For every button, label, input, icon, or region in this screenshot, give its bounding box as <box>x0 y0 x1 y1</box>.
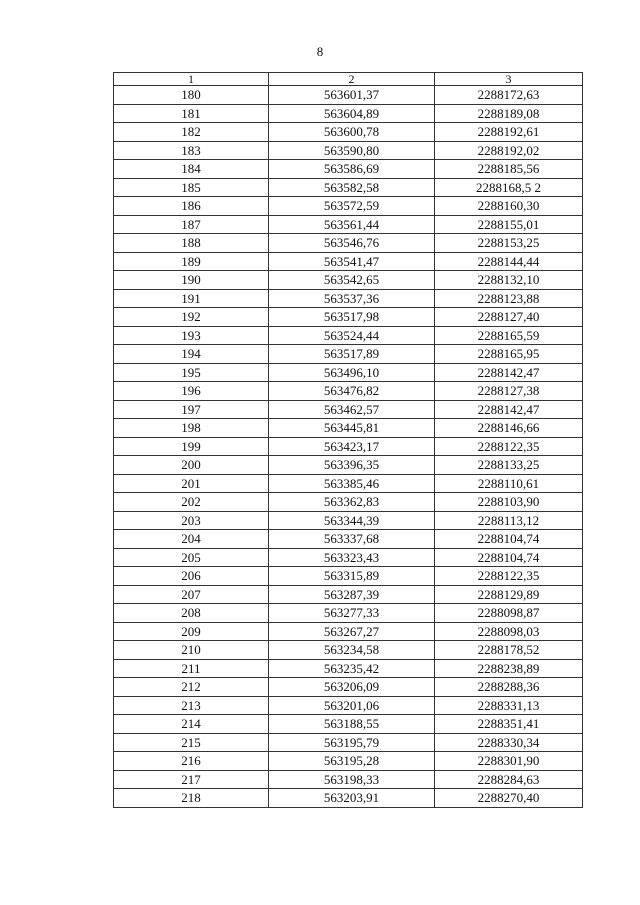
cell-y-coordinate: 2288127,38 <box>435 382 583 401</box>
cell-point-number: 204 <box>114 530 269 549</box>
table-row <box>114 752 583 771</box>
cell-point-number: 193 <box>114 326 269 345</box>
cell-point-number: 188 <box>114 234 269 253</box>
cell-x-coordinate: 563601,37 <box>269 86 435 105</box>
table-row <box>114 530 583 549</box>
table-row <box>114 382 583 401</box>
cell-y-coordinate: 2288142,47 <box>435 363 583 382</box>
cell-point-number: 213 <box>114 696 269 715</box>
cell-point-number: 196 <box>114 382 269 401</box>
cell-y-coordinate: 2288331,13 <box>435 696 583 715</box>
cell-x-coordinate: 563524,44 <box>269 326 435 345</box>
cell-x-coordinate: 563362,83 <box>269 493 435 512</box>
cell-y-coordinate: 2288123,88 <box>435 289 583 308</box>
cell-point-number: 195 <box>114 363 269 382</box>
cell-point-number: 208 <box>114 604 269 623</box>
table-row <box>114 659 583 678</box>
table-row <box>114 363 583 382</box>
table-row <box>114 715 583 734</box>
cell-y-coordinate: 2288142,47 <box>435 400 583 419</box>
cell-y-coordinate: 2288172,63 <box>435 86 583 105</box>
cell-point-number: 184 <box>114 160 269 179</box>
cell-y-coordinate: 2288165,59 <box>435 326 583 345</box>
cell-y-coordinate: 2288129,89 <box>435 585 583 604</box>
cell-point-number: 181 <box>114 104 269 123</box>
cell-y-coordinate: 2288192,61 <box>435 123 583 142</box>
table-row <box>114 419 583 438</box>
table-row <box>114 733 583 752</box>
coordinates-table <box>113 72 583 808</box>
cell-point-number: 209 <box>114 622 269 641</box>
cell-point-number: 217 <box>114 770 269 789</box>
column-header-point: 1 <box>114 73 269 86</box>
table-row <box>114 141 583 160</box>
cell-y-coordinate: 2288103,90 <box>435 493 583 512</box>
cell-point-number: 194 <box>114 345 269 364</box>
cell-x-coordinate: 563234,58 <box>269 641 435 660</box>
table-row <box>114 789 583 808</box>
cell-y-coordinate: 2288098,03 <box>435 622 583 641</box>
cell-point-number: 183 <box>114 141 269 160</box>
column-header-x: 2 <box>269 73 435 86</box>
table-row <box>114 437 583 456</box>
cell-y-coordinate: 2288301,90 <box>435 752 583 771</box>
cell-point-number: 214 <box>114 715 269 734</box>
table-row <box>114 585 583 604</box>
cell-x-coordinate: 563604,89 <box>269 104 435 123</box>
cell-y-coordinate: 2288189,08 <box>435 104 583 123</box>
table-row <box>114 548 583 567</box>
cell-x-coordinate: 563315,89 <box>269 567 435 586</box>
cell-point-number: 182 <box>114 123 269 142</box>
cell-y-coordinate: 2288238,89 <box>435 659 583 678</box>
cell-x-coordinate: 563582,58 <box>269 178 435 197</box>
cell-x-coordinate: 563517,98 <box>269 308 435 327</box>
cell-x-coordinate: 563385,46 <box>269 474 435 493</box>
table-row <box>114 622 583 641</box>
cell-x-coordinate: 563542,65 <box>269 271 435 290</box>
cell-x-coordinate: 563462,57 <box>269 400 435 419</box>
cell-y-coordinate: 2288133,25 <box>435 456 583 475</box>
cell-x-coordinate: 563337,68 <box>269 530 435 549</box>
cell-point-number: 212 <box>114 678 269 697</box>
cell-point-number: 186 <box>114 197 269 216</box>
cell-x-coordinate: 563206,09 <box>269 678 435 697</box>
cell-y-coordinate: 2288288,36 <box>435 678 583 697</box>
cell-y-coordinate: 2288113,12 <box>435 511 583 530</box>
table-body <box>114 86 583 808</box>
table-row <box>114 215 583 234</box>
cell-x-coordinate: 563287,39 <box>269 585 435 604</box>
cell-x-coordinate: 563198,33 <box>269 770 435 789</box>
table-row <box>114 641 583 660</box>
cell-point-number: 185 <box>114 178 269 197</box>
table-header-row <box>114 73 583 86</box>
cell-y-coordinate: 2288127,40 <box>435 308 583 327</box>
table-row <box>114 178 583 197</box>
cell-y-coordinate: 2288146,66 <box>435 419 583 438</box>
cell-x-coordinate: 563546,76 <box>269 234 435 253</box>
cell-x-coordinate: 563323,43 <box>269 548 435 567</box>
table-row <box>114 160 583 179</box>
cell-y-coordinate: 2288270,40 <box>435 789 583 808</box>
cell-point-number: 203 <box>114 511 269 530</box>
table-row <box>114 104 583 123</box>
table-row <box>114 474 583 493</box>
table-row <box>114 567 583 586</box>
cell-x-coordinate: 563203,91 <box>269 789 435 808</box>
cell-point-number: 191 <box>114 289 269 308</box>
table-row <box>114 308 583 327</box>
cell-point-number: 201 <box>114 474 269 493</box>
cell-y-coordinate: 2288153,25 <box>435 234 583 253</box>
cell-point-number: 187 <box>114 215 269 234</box>
table-row <box>114 197 583 216</box>
table-row <box>114 271 583 290</box>
cell-x-coordinate: 563396,35 <box>269 456 435 475</box>
cell-point-number: 200 <box>114 456 269 475</box>
column-header-y: 3 <box>435 73 583 86</box>
cell-y-coordinate: 2288351,41 <box>435 715 583 734</box>
cell-y-coordinate: 2288110,61 <box>435 474 583 493</box>
cell-x-coordinate: 563600,78 <box>269 123 435 142</box>
table-row <box>114 234 583 253</box>
cell-x-coordinate: 563235,42 <box>269 659 435 678</box>
cell-x-coordinate: 563195,28 <box>269 752 435 771</box>
table-row <box>114 326 583 345</box>
cell-point-number: 205 <box>114 548 269 567</box>
cell-point-number: 189 <box>114 252 269 271</box>
table-row <box>114 770 583 789</box>
cell-point-number: 215 <box>114 733 269 752</box>
table-row <box>114 86 583 105</box>
cell-point-number: 180 <box>114 86 269 105</box>
cell-x-coordinate: 563445,81 <box>269 419 435 438</box>
cell-point-number: 190 <box>114 271 269 290</box>
cell-point-number: 207 <box>114 585 269 604</box>
cell-point-number: 199 <box>114 437 269 456</box>
cell-point-number: 198 <box>114 419 269 438</box>
table-row <box>114 604 583 623</box>
table-row <box>114 696 583 715</box>
cell-point-number: 197 <box>114 400 269 419</box>
table-row <box>114 400 583 419</box>
cell-x-coordinate: 563586,69 <box>269 160 435 179</box>
table-row <box>114 289 583 308</box>
cell-y-coordinate: 2288132,10 <box>435 271 583 290</box>
cell-x-coordinate: 563195,79 <box>269 733 435 752</box>
cell-x-coordinate: 563423,17 <box>269 437 435 456</box>
cell-x-coordinate: 563541,47 <box>269 252 435 271</box>
cell-point-number: 202 <box>114 493 269 512</box>
cell-y-coordinate: 2288104,74 <box>435 548 583 567</box>
cell-point-number: 218 <box>114 789 269 808</box>
cell-point-number: 216 <box>114 752 269 771</box>
cell-x-coordinate: 563517,89 <box>269 345 435 364</box>
cell-x-coordinate: 563590,80 <box>269 141 435 160</box>
cell-point-number: 192 <box>114 308 269 327</box>
cell-x-coordinate: 563267,27 <box>269 622 435 641</box>
table-row <box>114 493 583 512</box>
cell-x-coordinate: 563537,36 <box>269 289 435 308</box>
cell-y-coordinate: 2288155,01 <box>435 215 583 234</box>
cell-x-coordinate: 563277,33 <box>269 604 435 623</box>
table-row <box>114 511 583 530</box>
cell-y-coordinate: 2288330,34 <box>435 733 583 752</box>
table-row <box>114 123 583 142</box>
cell-y-coordinate: 2288122,35 <box>435 437 583 456</box>
cell-point-number: 211 <box>114 659 269 678</box>
cell-point-number: 206 <box>114 567 269 586</box>
cell-y-coordinate: 2288165,95 <box>435 345 583 364</box>
cell-y-coordinate: 2288168,5 2 <box>435 178 583 197</box>
page-number: 8 <box>316 44 324 59</box>
table-row <box>114 678 583 697</box>
table-row <box>114 252 583 271</box>
cell-x-coordinate: 563572,59 <box>269 197 435 216</box>
cell-x-coordinate: 563561,44 <box>269 215 435 234</box>
cell-point-number: 210 <box>114 641 269 660</box>
cell-y-coordinate: 2288284,63 <box>435 770 583 789</box>
cell-y-coordinate: 2288192,02 <box>435 141 583 160</box>
table-row <box>114 456 583 475</box>
cell-x-coordinate: 563201,06 <box>269 696 435 715</box>
cell-y-coordinate: 2288160,30 <box>435 197 583 216</box>
cell-x-coordinate: 563496,10 <box>269 363 435 382</box>
cell-y-coordinate: 2288185,56 <box>435 160 583 179</box>
cell-y-coordinate: 2288144,44 <box>435 252 583 271</box>
cell-y-coordinate: 2288104,74 <box>435 530 583 549</box>
cell-y-coordinate: 2288178,52 <box>435 641 583 660</box>
table-row <box>114 345 583 364</box>
cell-x-coordinate: 563344,39 <box>269 511 435 530</box>
cell-x-coordinate: 563188,55 <box>269 715 435 734</box>
cell-y-coordinate: 2288098,87 <box>435 604 583 623</box>
cell-y-coordinate: 2288122,35 <box>435 567 583 586</box>
cell-x-coordinate: 563476,82 <box>269 382 435 401</box>
